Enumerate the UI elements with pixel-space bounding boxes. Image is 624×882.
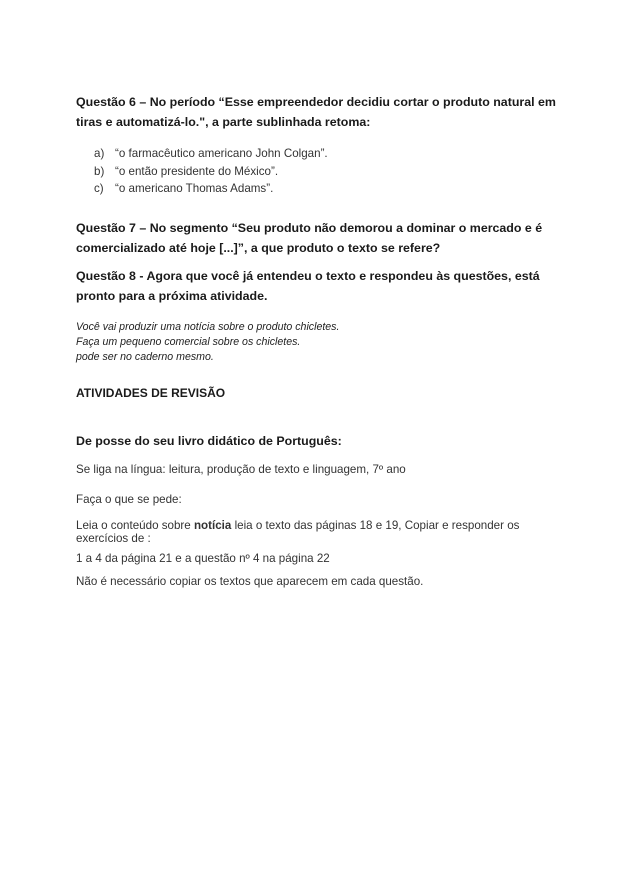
option-a: a) “o farmacêutico americano John Colgan”. bbox=[94, 147, 328, 160]
instruction-line-2: Faça um pequeno comercial sobre os chicletes. bbox=[76, 336, 301, 349]
reading-assignment: Leia o conteúdo sobre notícia leia o texto das páginas 18 e 19, Copiar e responder os exercícios de : bbox=[76, 519, 520, 545]
question-8 bbox=[76, 267, 556, 306]
question-6-text: No período “Esse empreendedor decidiu cortar o produto natural em tiras e automatizá-lo.", a parte sublinhada retoma: bbox=[76, 95, 556, 129]
question-6-options bbox=[94, 145, 328, 198]
question-8-text: Agora que você já entendeu o texto e respondeu às questões, está pronto para a próxima atividade. bbox=[76, 269, 540, 303]
copy-note: Não é necessário copiar os textos que aparecem em cada questão. bbox=[76, 575, 424, 588]
instruction-text: Faça o que se pede: bbox=[76, 493, 182, 506]
activity-instructions bbox=[76, 320, 556, 366]
book-prompt: De posse do seu livro didático de Português: bbox=[76, 434, 342, 448]
question-7 bbox=[76, 219, 556, 258]
question-7-label: Questão 7 – bbox=[76, 221, 147, 235]
question-6-label: Questão 6 – bbox=[76, 95, 147, 109]
option-c: c) “o americano Thomas Adams”. bbox=[94, 182, 274, 195]
question-7-text: No segmento “Seu produto não demorou a dominar o mercado e é comercializado até hoje [...]”, a que produto o texto se refere? bbox=[76, 221, 543, 255]
book-title: Se liga na língua: leitura, produção de texto e linguagem, 7º ano bbox=[76, 463, 406, 476]
instruction-line-1: Você vai produzir uma notícia sobre o produto chicletes. bbox=[76, 321, 340, 333]
noticia-keyword: notícia bbox=[193, 519, 232, 532]
review-heading: ATIVIDADES DE REVISÃO bbox=[76, 386, 226, 400]
exercise-range: 1 a 4 da página 21 e a questão nº 4 na página 22 bbox=[76, 552, 330, 565]
option-b: b) “o então presidente do México”. bbox=[94, 164, 279, 178]
question-8-label: Questão 8 - bbox=[76, 269, 144, 283]
question-6 bbox=[76, 93, 556, 132]
instruction-line-3: pode ser no caderno mesmo. bbox=[76, 351, 214, 364]
